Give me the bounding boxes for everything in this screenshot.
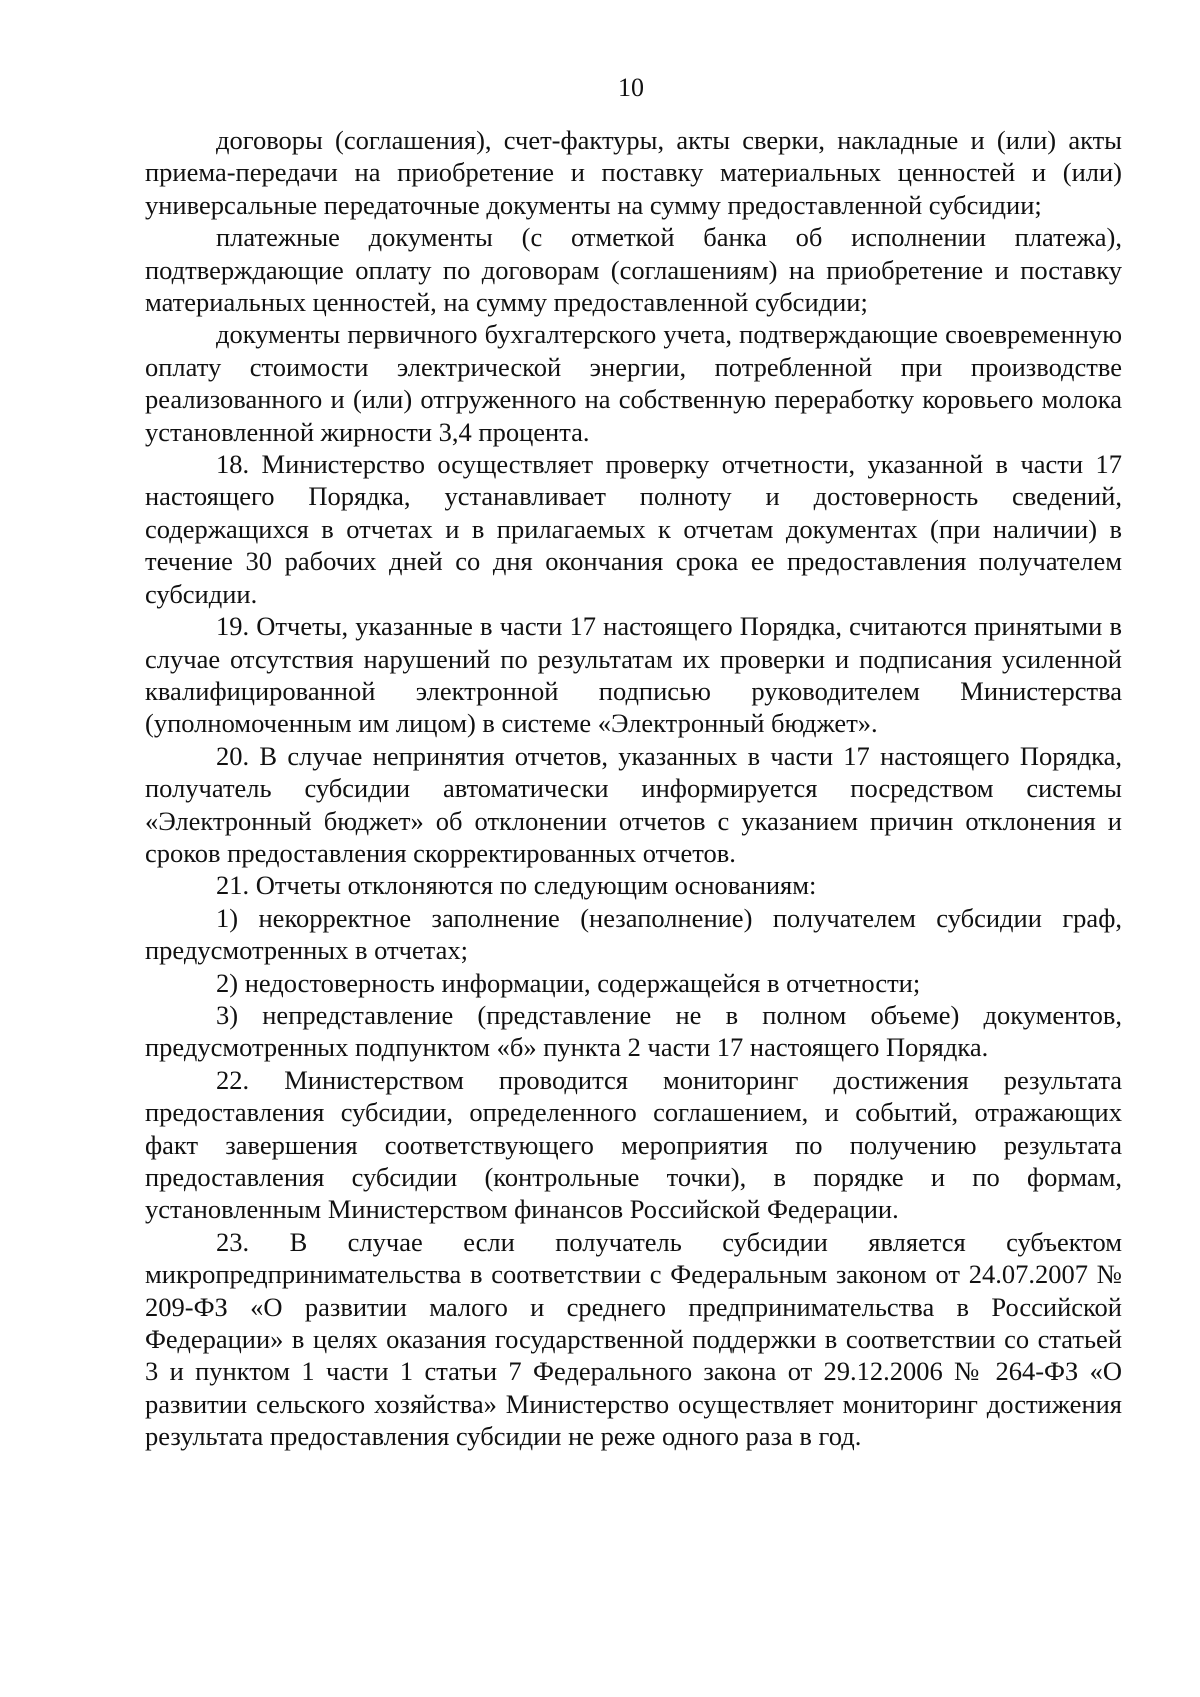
paragraph-clause-18: 18. Министерство осуществляет проверку отчетности, указанной в части 17 настоящего Порядка, устанавливает полноту и достоверность сведений, содержащихся в отчетах и в прилагаемых к отчетам документах (при наличии) в течение 30 рабочих дней со дня окончания срока ее предоставления получателем субсидии. [145,449,1122,609]
paragraph-payment-documents: платежные документы (с отметкой банка об исполнении платежа), подтверждающие оплату по договорам (соглашениям) на приобретение и поставку материальных ценностей, на сумму предоставленной субсидии; [145,222,1122,318]
paragraph-clause-20: 20. В случае непринятия отчетов, указанных в части 17 настоящего Порядка, получатель субсидии автоматически информируется посредством системы «Электронный бюджет» об отклонении отчетов с указанием причин отклонения и сроков предоставления скорректированных отчетов. [145,740,1122,868]
paragraph-clause-21-item-3: 3) непредставление (представление не в полном объеме) документов, предусмотренных подпунктом «б» пункта 2 части 17 настоящего Порядка. [145,999,1122,1063]
page-number: 10 [618,73,644,102]
paragraph-clause-21-item-2: 2) недостоверность информации, содержащейся в отчетности; [216,967,921,998]
paragraph-clause-22: 22. Министерством проводится мониторинг достижения результата предоставления субсидии, определенного соглашением, и событий, отражающих факт завершения соответствующего мероприятия по получению результата предоставления субсидии (контрольные точки), в порядке и по формам, установленным Министерством финансов Российской Федерации. [145,1064,1122,1225]
document-body [145,124,1122,1453]
paragraph-clause-21-item-1: 1) некорректное заполнение (незаполнение) получателем субсидии граф, предусмотренных в отчетах; [145,902,1122,966]
paragraph-clause-21: 21. Отчеты отклоняются по следующим основаниям: [216,870,817,901]
paragraph-clause-23: 23. В случае если получатель субсидии является субъектом микропредпринимательства в соответствии с Федеральным законом от 24.07.2007 № 209-ФЗ «О развитии малого и среднего предпринимательства в Российской Федерации» в целях оказания государственной поддержки в соответствии со статьей 3 и пунктом 1 части 1 статьи 7 Федерального закона от 29.12.2006 № 264-ФЗ «О развитии сельского хозяйства» Министерство осуществляет мониторинг достижения результата предоставления субсидии не реже одного раза в год. [145,1226,1122,1452]
paragraph-clause-19: 19. Отчеты, указанные в части 17 настоящего Порядка, считаются принятыми в случае отсутствия нарушений по результатам их проверки и подписания усиленной квалифицированной электронной подписью руководителем Министерства (уполномоченным им лицом) в системе «Электронный бюджет». [145,611,1122,739]
paragraph-primary-accounting: документы первичного бухгалтерского учета, подтверждающие своевременную оплату стоимости электрической энергии, потребленной при производстве реализованного и (или) отгруженного на собственную переработку коровьего молока установленной жирности 3,4 процента. [145,319,1122,447]
paragraph-documents-agreements: договоры (соглашения), счет-фактуры, акты сверки, накладные и (или) акты приема-передачи на приобретение и поставку материальных ценностей и (или) универсальные передаточные документы на сумму предоставленной субсидии; [145,125,1122,220]
